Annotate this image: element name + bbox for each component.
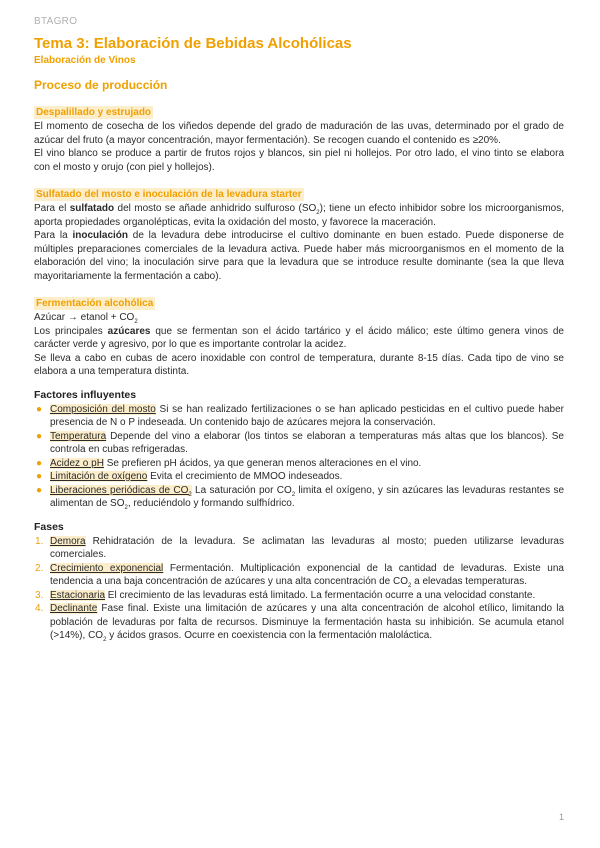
factores-list [34,403,564,511]
section-fermentacion [34,293,564,379]
heading-factores: Factores influyentes [34,388,137,401]
paragraph: El momento de cosecha de los viñedos depende del grado de maduración de las uvas, determinado por el grado de azúcar del fruto (a mayor concentración, mayor fermentación). Se recogen cuando el contenido es ≥20%. [34,121,564,146]
bullet-icon: ● [36,471,43,482]
paragraph: Los principales azúcares que se fermentan son el ácido tartárico y el ácido málico; este último genera vinos de carácter verde y agresivo, por lo que es importante controlar la acidez. [34,325,564,350]
list-item: ● Acidez o pH Se prefieren pH ácidos, ya que generan menos alteraciones en el vino. [36,457,422,469]
list-item: ● Liberaciones periódicas de $CO_2$ La saturación por $CO_2$ limita el oxígeno, y sin azúcares las levaduras restantes se alimentan de $SO_2$, reduciéndolo y formando sulfhídrico. [36,484,565,511]
section-sulfatado [34,184,564,283]
list-item: 3. Estacionaria El crecimiento de las levaduras está limitado. La fermentación ocurre a una velocidad constante. [35,589,536,601]
paragraph: Para el sulfatado del mosto se añade anhidrido sulfuroso $(SO_2)$; tiene un efecto inhibidor sobre los microorganismos, aporta propiedades organolépticas, evita la oxidación del mosto, y favorece la maceración. [34,203,565,228]
brand-label: BTAGRO [34,16,78,27]
bullet-icon: ● [36,403,43,415]
paragraph: Se lleva a cabo en cubas de acero inoxidable con control de temperatura, durante 8-15 días. Cada tipo de vino se elabora a una temperatura distinta. [34,352,564,377]
heading-fermentacion: Fermentación alcohólica [36,298,154,309]
bullet-icon: ● [36,484,43,496]
list-item: ● Temperatura Depende del vino a elaborar (los tintos se elaboran a temperaturas más altas que los blancos). Se controla en cubas refrigeradas. [36,430,564,455]
list-item: 4. Declinante Fase final. Existe una limitación de azúcares y una alta concentración de alcohol etílico, limitando la población de levaduras por falta de recursos. Disminuye la fermentación hasta su inhibición. Se acumula etanol (>14%), $CO_2$ y ácidos grasos. Ocurre en coexistencia con la fermentación maloláctica. [35,603,564,643]
bullet-icon: ● [36,457,43,469]
document-page [34,16,564,653]
section-despalillado [34,102,564,174]
page-number: 1 [558,812,564,822]
section-title: Proceso de producción [34,78,168,92]
page-subtitle: Elaboración de Vinos [34,55,136,66]
heading-sulfatado: Sulfatado del mosto e inoculación de la levadura starter [36,189,302,200]
list-item: 2. Crecimiento exponencial Fermentación. Multiplicación exponencial de la cantidad de levaduras. Existe una tendencia a una baja concentración de azúcares y una alta concentración de $CO_2$ a elevadas temperaturas. [35,562,564,589]
heading-fases: Fases [34,520,64,533]
paragraph: El vino blanco se produce a partir de frutos rojos y blancos, sin piel ni hollejos. Por otro lado, el vino tinto se elabora con el mosto y orujo (con piel y hollejos). [34,148,564,173]
list-item: ● Composición del mosto Si se han realizado fertilizaciones o se han aplicado pesticidas en el cultivo puede haber presencia de N o P indeseada. Un contenido bajo de azúcares mejora la conservación. [36,403,564,428]
section-factores [34,389,564,511]
page-title: Tema 3: Elaboración de Bebidas Alcohólicas [34,35,352,52]
section-fases [34,521,564,643]
heading-despalillado: Despalillado y estrujado [36,107,152,118]
list-item: ● Limitación de oxígeno Evita el crecimiento de MMOO indeseados. [36,471,343,482]
paragraph: Para la inoculación de la levadura debe introducirse el cultivo dominante en buen estado. Puede disponerse de múltiples preparaciones comerciales de la levadura activa. Puede haber más microorganismos en el momento de la elaboración del vino; la inoculación sirve para que la levadura que se introduce resulte dominante (sea la que lleva mayoritariamente la fermentación a cabo). [34,230,564,282]
fases-list [34,535,564,643]
bullet-icon: ● [36,430,43,442]
list-item: 1. Demora Rehidratación de la levadura. Se aclimatan las levaduras al mosto; pueden utilizarse levaduras comerciales. [35,535,564,560]
formula: Azúcar → etanol + $CO_2$ [34,312,138,325]
